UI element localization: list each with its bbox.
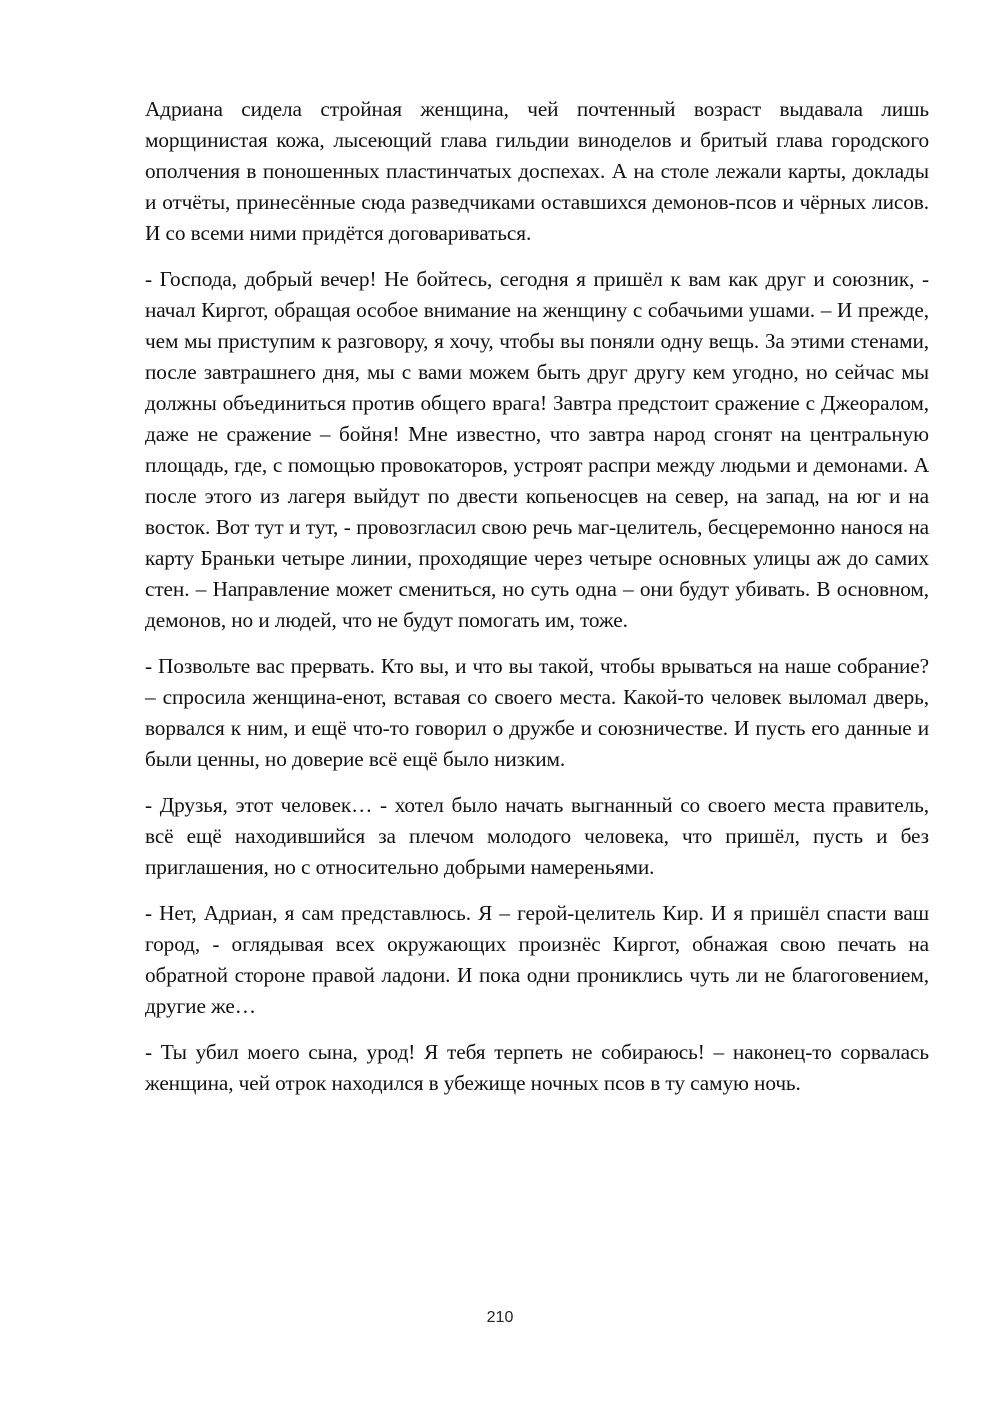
paragraph-3: - Позвольте вас прервать. Кто вы, и что вы такой, чтобы врываться на наше собрание? – спросила женщина-енот, вставая со своего места. Какой-то человек выломал дверь, ворвался к ним, и ещё что-то говорил о дружбе и союзничестве. И пусть его данные и были ценны, но доверие всё ещё было низким. [145, 654, 929, 771]
page-body [145, 94, 929, 1114]
page-number: 210 [486, 1309, 514, 1326]
paragraph-6: - Ты убил моего сына, урод! Я тебя терпеть не собираюсь! – наконец-то сорвалась женщина, чей отрок находился в убежище ночных псов в ту самую ночь. [145, 1040, 929, 1095]
paragraph-4: - Друзья, этот человек… - хотел было начать выгнанный со своего места правитель, всё ещё находившийся за плечом молодого человека, что пришёл, пусть и без приглашения, но с относительно добрыми намереньями. [145, 793, 929, 879]
paragraph-1: Адриана сидела стройная женщина, чей почтенный возраст выдавала лишь морщинистая кожа, лысеющий глава гильдии виноделов и бритый глава городского ополчения в поношенных пластинчатых доспехах. А на столе лежали карты, доклады и отчёты, принесённые сюда разведчиками оставшихся демонов-псов и чёрных лисов. И со всеми ними придётся договариваться. [145, 97, 929, 245]
paragraph-5: - Нет, Адриан, я сам представлюсь. Я – герой-целитель Кир. И я пришёл спасти ваш город, - оглядывая всех окружающих произнёс Киргот, обнажая свою печать на обратной стороне правой ладони. И пока одни прониклись чуть ли не благоговением, другие же… [145, 901, 929, 1018]
paragraph-2: - Господа, добрый вечер! Не бойтесь, сегодня я пришёл к вам как друг и союзник, - начал Киргот, обращая особое внимание на женщину с собачьими ушами. – И прежде, чем мы приступим к разговору, я хочу, чтобы вы поняли одну вещь. За этими стенами, после завтрашнего дня, мы с вами можем быть друг другу кем угодно, но сейчас мы должны объединиться против общего врага! Завтра предстоит сражение с Джеоралом, даже не сражение – бойня! Мне известно, что завтра народ сгонят на центральную площадь, где, с помощью провокаторов, устроят распри между людьми и демонами. А после этого из лагеря выйдут по двести копьеносцев на север, на запад, на юг и на восток. Вот тут и тут, - провозгласил свою речь маг-целитель, бесцеремонно нанося на карту Браньки четыре линии, проходящие через четыре основных улицы аж до самих стен. – Направление может смениться, но суть одна – они будут убивать. В основном, демонов, но и людей, что не будут помогать им, тоже. [145, 267, 929, 632]
